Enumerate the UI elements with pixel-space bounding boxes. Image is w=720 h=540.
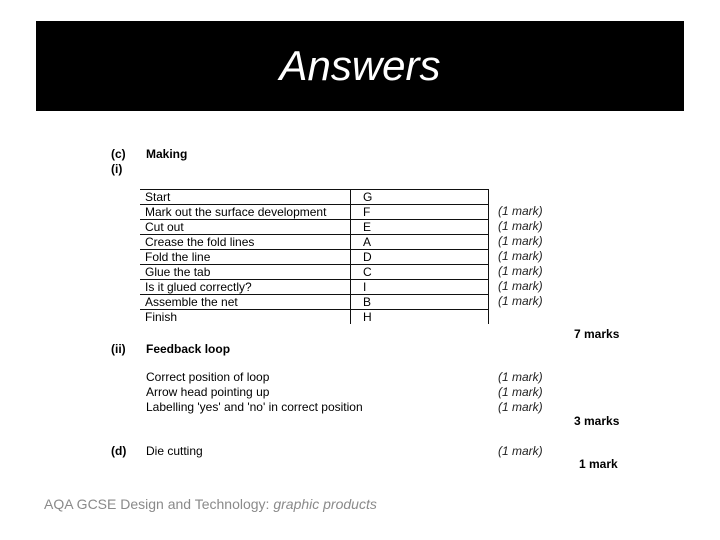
step-cell: Cut out [140,220,351,235]
footer-italic: graphic products [273,496,377,512]
table-row [140,190,489,205]
feedback-item-mark: (1 mark) [498,400,543,414]
code-cell: D [351,250,489,265]
footer-prefix: AQA GCSE Design and Technology: [44,496,274,512]
step-cell: Fold the line [140,250,351,265]
code-cell: F [351,205,489,220]
table-row [140,280,489,295]
step-mark: (1 mark) [498,279,543,293]
step-cell: Crease the fold lines [140,235,351,250]
step-mark: (1 mark) [498,249,543,263]
code-cell: I [351,280,489,295]
step-cell: Is it glued correctly? [140,280,351,295]
step-cell: Finish [140,310,351,325]
making-marks-column [498,204,543,309]
table-row [140,265,489,280]
heading-feedback-loop: Feedback loop [146,342,231,356]
part-label-d: (d) [111,444,127,458]
step-mark: (1 mark) [498,234,543,248]
total-feedback: 3 marks [574,414,620,428]
step-mark: (1 mark) [498,204,543,218]
table-row [140,310,489,325]
slide-title: Answers [279,42,441,89]
part-label-c: (c) [111,147,126,161]
footer-caption [44,496,377,512]
feedback-item-mark: (1 mark) [498,370,543,384]
feedback-item: Labelling 'yes' and 'no' in correct position [146,400,363,414]
code-cell: E [351,220,489,235]
table-row [140,235,489,250]
total-die-cutting: 1 mark [579,457,618,471]
step-mark: (1 mark) [498,264,543,278]
step-mark: (1 mark) [498,219,543,233]
feedback-item-mark: (1 mark) [498,385,543,399]
sub-label-ii: (ii) [111,342,126,356]
code-cell: B [351,295,489,310]
feedback-item: Arrow head pointing up [146,385,270,399]
table-row [140,205,489,220]
table-row [140,220,489,235]
step-cell: Glue the tab [140,265,351,280]
code-cell: G [351,190,489,205]
step-mark: (1 mark) [498,294,543,308]
step-cell: Start [140,190,351,205]
heading-making: Making [146,147,188,161]
code-cell: H [351,310,489,325]
total-making: 7 marks [574,327,620,341]
table-row [140,250,489,265]
step-cell: Mark out the surface development [140,205,351,220]
code-cell: C [351,265,489,280]
step-cell: Assemble the net [140,295,351,310]
die-cutting-mark: (1 mark) [498,444,543,458]
feedback-item: Correct position of loop [146,370,270,384]
sub-label-i: (i) [111,162,123,176]
code-cell: A [351,235,489,250]
making-steps-table [140,189,489,324]
die-cutting-text: Die cutting [146,444,203,458]
table-row [140,295,489,310]
